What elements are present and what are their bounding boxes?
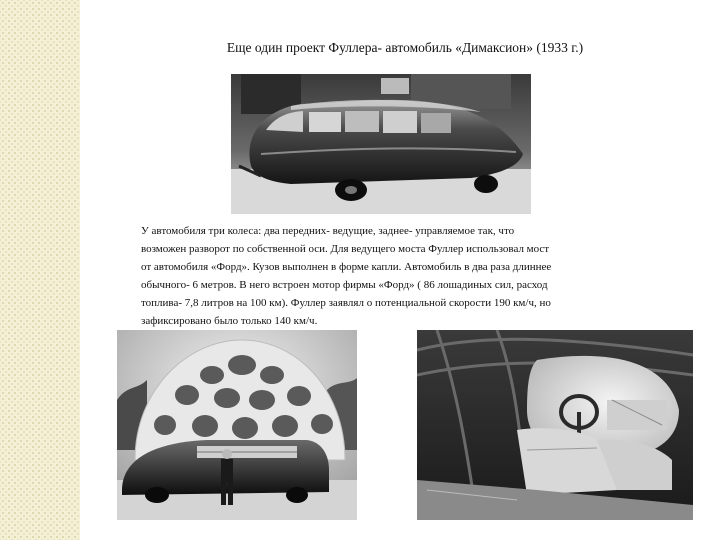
decorative-side-strip — [0, 0, 80, 540]
description-line: У автомобиля три колеса: два передних- ведущие, заднее- управляемое так, что — [141, 225, 515, 237]
description-line: обычного- 6 метров. В него встроен мотор фирмы «Форд» ( 86 лошадиных сил, расход — [141, 279, 548, 291]
dymaxion-car-photo — [231, 74, 531, 214]
slide-title: Еще один проект Фуллера- автомобиль «Димаксион» (1933 г.) — [226, 40, 584, 55]
description-line: от автомобиля «Форд». Кузов выполнен в форме капли. Автомобиль в два раза длиннее — [141, 261, 552, 273]
description-line: топлива- 7,8 литров на 100 км). Фуллер заявлял о потенциальной скорости 190 км/ч, но — [141, 297, 551, 309]
car-interior-photo — [417, 330, 693, 520]
geodesic-dome-photo — [117, 330, 357, 520]
description-line: зафиксировано было только 140 км/ч. — [141, 315, 318, 327]
description-paragraph — [141, 222, 681, 330]
description-line: возможен разворот по собственной оси. Для ведущего моста Фуллер использовал мост — [141, 243, 550, 255]
